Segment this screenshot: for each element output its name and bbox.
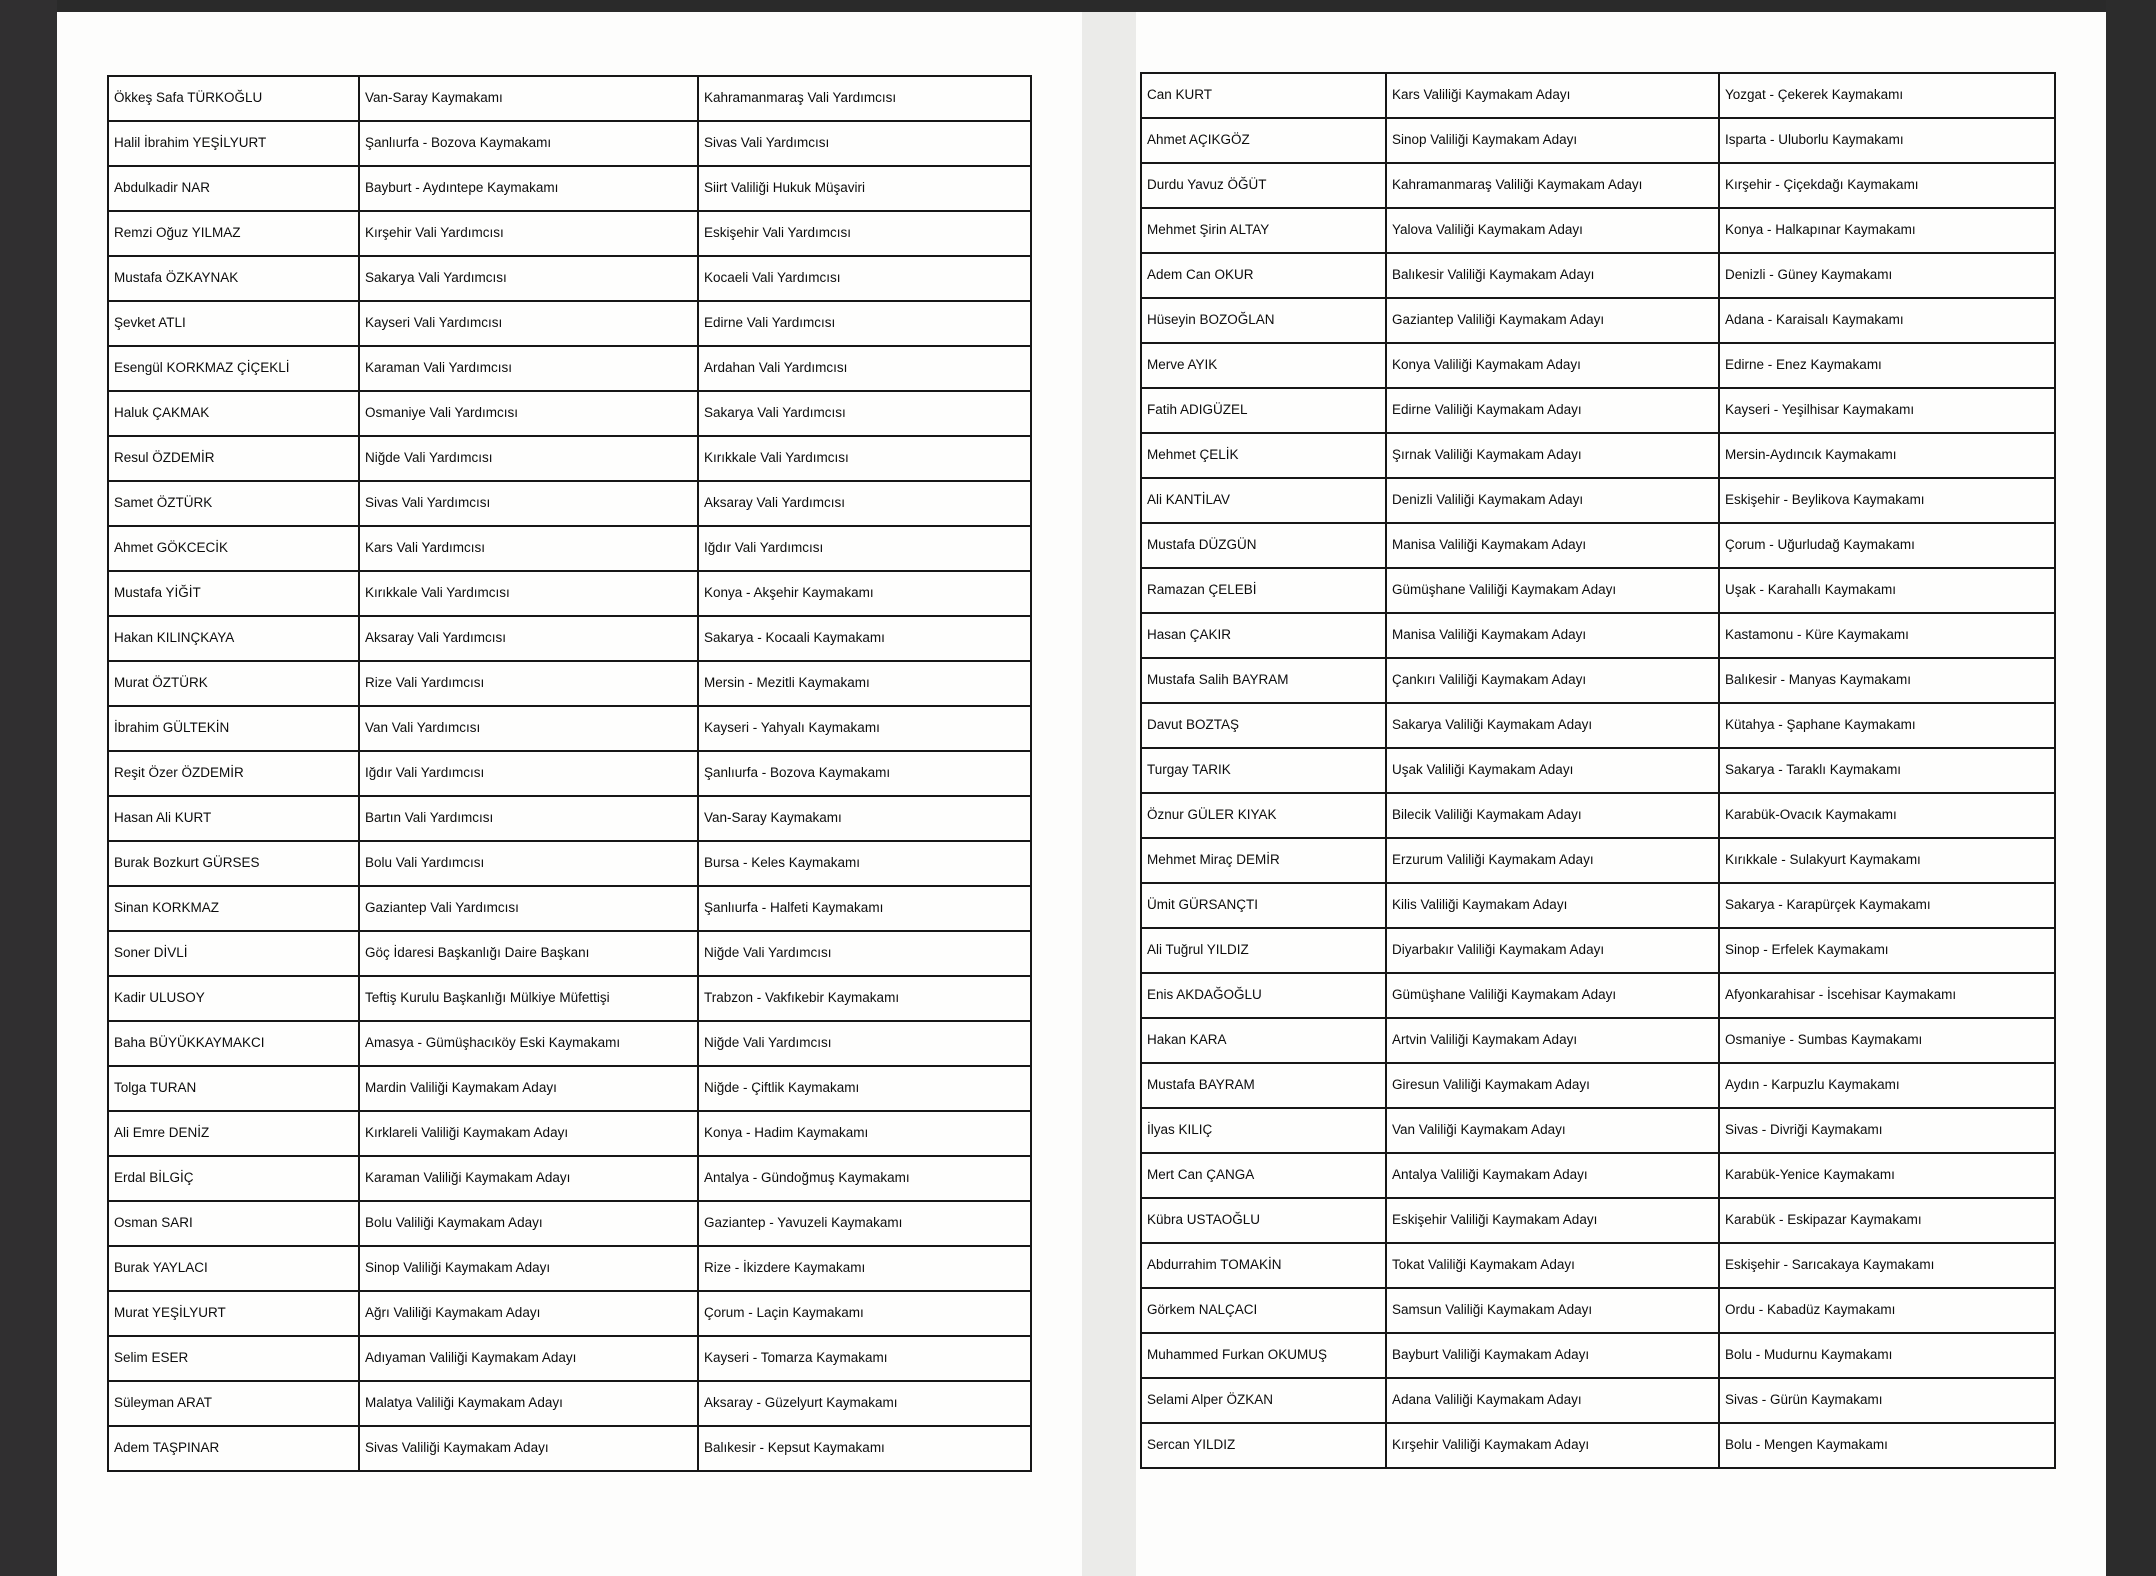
cell-name: Mustafa Salih BAYRAM: [1141, 658, 1386, 703]
cell-from: Adana Valiliği Kaymakam Adayı: [1386, 1378, 1719, 1423]
cell-name: Tolga TURAN: [108, 1066, 359, 1111]
table-row: [1141, 838, 2055, 883]
cell-from: Sinop Valiliği Kaymakam Adayı: [1386, 118, 1719, 163]
cell-to: Kayseri - Yeşilhisar Kaymakamı: [1719, 388, 2055, 433]
table-row: [108, 481, 1031, 526]
cell-from: Niğde Vali Yardımcısı: [359, 436, 698, 481]
scanned-page-right: [1136, 12, 2106, 1576]
cell-from: Gümüşhane Valiliği Kaymakam Adayı: [1386, 568, 1719, 613]
cell-from: Malatya Valiliği Kaymakam Adayı: [359, 1381, 698, 1426]
cell-from: Sakarya Valiliği Kaymakam Adayı: [1386, 703, 1719, 748]
cell-to: Eskişehir Vali Yardımcısı: [698, 211, 1031, 256]
scanned-page-left: [57, 12, 1082, 1576]
cell-name: Öznur GÜLER KIYAK: [1141, 793, 1386, 838]
cell-name: Haluk ÇAKMAK: [108, 391, 359, 436]
cell-to: Niğde - Çiftlik Kaymakamı: [698, 1066, 1031, 1111]
cell-to: Bursa - Keles Kaymakamı: [698, 841, 1031, 886]
cell-from: Bolu Valiliği Kaymakam Adayı: [359, 1201, 698, 1246]
cell-to: Rize - İkizdere Kaymakamı: [698, 1246, 1031, 1291]
cell-to: Yozgat - Çekerek Kaymakamı: [1719, 73, 2055, 118]
table-row: [108, 391, 1031, 436]
cell-to: Konya - Akşehir Kaymakamı: [698, 571, 1031, 616]
cell-to: Gaziantep - Yavuzeli Kaymakamı: [698, 1201, 1031, 1246]
table-row: [1141, 388, 2055, 433]
cell-to: Siirt Valiliği Hukuk Müşaviri: [698, 166, 1031, 211]
cell-to: Kastamonu - Küre Kaymakamı: [1719, 613, 2055, 658]
cell-from: Şanlıurfa - Bozova Kaymakamı: [359, 121, 698, 166]
table-row: [108, 1246, 1031, 1291]
cell-name: Ali Emre DENİZ: [108, 1111, 359, 1156]
table-row: [108, 1156, 1031, 1201]
cell-to: Sivas - Divriği Kaymakamı: [1719, 1108, 2055, 1153]
cell-from: Edirne Valiliği Kaymakam Adayı: [1386, 388, 1719, 433]
cell-from: Tokat Valiliği Kaymakam Adayı: [1386, 1243, 1719, 1288]
cell-from: Teftiş Kurulu Başkanlığı Mülkiye Müfettişi: [359, 976, 698, 1021]
table-row: [108, 1336, 1031, 1381]
cell-to: Karabük - Eskipazar Kaymakamı: [1719, 1198, 2055, 1243]
viewer-right-band: [2106, 0, 2156, 1576]
cell-from: Kars Vali Yardımcısı: [359, 526, 698, 571]
cell-to: Ardahan Vali Yardımcısı: [698, 346, 1031, 391]
table-row: [1141, 658, 2055, 703]
table-row: [108, 526, 1031, 571]
table-row: [1141, 523, 2055, 568]
cell-from: Sivas Vali Yardımcısı: [359, 481, 698, 526]
cell-from: Adıyaman Valiliği Kaymakam Adayı: [359, 1336, 698, 1381]
cell-name: Enis AKDAĞOĞLU: [1141, 973, 1386, 1018]
cell-name: Muhammed Furkan OKUMUŞ: [1141, 1333, 1386, 1378]
table-row: [1141, 433, 2055, 478]
cell-from: Van Valiliği Kaymakam Adayı: [1386, 1108, 1719, 1153]
table-row: [1141, 1063, 2055, 1108]
cell-to: Osmaniye - Sumbas Kaymakamı: [1719, 1018, 2055, 1063]
cell-to: Denizli - Güney Kaymakamı: [1719, 253, 2055, 298]
table-row: [108, 1381, 1031, 1426]
cell-name: Kübra USTAOĞLU: [1141, 1198, 1386, 1243]
table-row: [1141, 1288, 2055, 1333]
cell-name: Reşit Özer ÖZDEMİR: [108, 751, 359, 796]
cell-from: Sivas Valiliği Kaymakam Adayı: [359, 1426, 698, 1471]
cell-to: Ordu - Kabadüz Kaymakamı: [1719, 1288, 2055, 1333]
cell-name: Süleyman ARAT: [108, 1381, 359, 1426]
cell-name: Esengül KORKMAZ ÇİÇEKLİ: [108, 346, 359, 391]
cell-from: Kilis Valiliği Kaymakam Adayı: [1386, 883, 1719, 928]
table-row: [108, 1426, 1031, 1471]
cell-to: Van-Saray Kaymakamı: [698, 796, 1031, 841]
table-row: [1141, 73, 2055, 118]
cell-from: Konya Valiliği Kaymakam Adayı: [1386, 343, 1719, 388]
cell-name: İbrahim GÜLTEKİN: [108, 706, 359, 751]
cell-to: Sakarya - Taraklı Kaymakamı: [1719, 748, 2055, 793]
table-row: [108, 616, 1031, 661]
cell-from: Kırklareli Valiliği Kaymakam Adayı: [359, 1111, 698, 1156]
table-row: [108, 751, 1031, 796]
cell-name: Ali Tuğrul YILDIZ: [1141, 928, 1386, 973]
table-row: [108, 1201, 1031, 1246]
cell-name: Murat ÖZTÜRK: [108, 661, 359, 706]
table-row: [108, 166, 1031, 211]
cell-from: Artvin Valiliği Kaymakam Adayı: [1386, 1018, 1719, 1063]
cell-from: Osmaniye Vali Yardımcısı: [359, 391, 698, 436]
cell-name: Mustafa BAYRAM: [1141, 1063, 1386, 1108]
cell-to: Sakarya - Karapürçek Kaymakamı: [1719, 883, 2055, 928]
cell-to: Mersin-Aydıncık Kaymakamı: [1719, 433, 2055, 478]
cell-to: Edirne - Enez Kaymakamı: [1719, 343, 2055, 388]
cell-from: Iğdır Vali Yardımcısı: [359, 751, 698, 796]
viewer-left-band: [0, 0, 57, 1576]
table-row: [1141, 343, 2055, 388]
cell-from: Samsun Valiliği Kaymakam Adayı: [1386, 1288, 1719, 1333]
cell-to: Uşak - Karahallı Kaymakamı: [1719, 568, 2055, 613]
cell-name: Hasan Ali KURT: [108, 796, 359, 841]
cell-name: Erdal BİLGİÇ: [108, 1156, 359, 1201]
cell-from: Kayseri Vali Yardımcısı: [359, 301, 698, 346]
cell-to: Konya - Halkapınar Kaymakamı: [1719, 208, 2055, 253]
cell-name: Mustafa ÖZKAYNAK: [108, 256, 359, 301]
cell-from: Kırıkkale Vali Yardımcısı: [359, 571, 698, 616]
cell-to: Kırıkkale - Sulakyurt Kaymakamı: [1719, 838, 2055, 883]
cell-to: Karabük-Ovacık Kaymakamı: [1719, 793, 2055, 838]
cell-to: Kütahya - Şaphane Kaymakamı: [1719, 703, 2055, 748]
cell-name: Abdulkadir NAR: [108, 166, 359, 211]
cell-from: Gaziantep Valiliği Kaymakam Adayı: [1386, 298, 1719, 343]
cell-from: Antalya Valiliği Kaymakam Adayı: [1386, 1153, 1719, 1198]
table-row: [1141, 928, 2055, 973]
cell-from: Diyarbakır Valiliği Kaymakam Adayı: [1386, 928, 1719, 973]
table-row: [108, 571, 1031, 616]
table-row: [1141, 793, 2055, 838]
cell-to: Konya - Hadim Kaymakamı: [698, 1111, 1031, 1156]
cell-name: Mustafa YİĞİT: [108, 571, 359, 616]
table-row: [1141, 568, 2055, 613]
cell-name: Şevket ATLI: [108, 301, 359, 346]
table-row: [108, 211, 1031, 256]
table-row: [108, 931, 1031, 976]
cell-from: Sakarya Vali Yardımcısı: [359, 256, 698, 301]
table-row: [108, 661, 1031, 706]
cell-name: Selami Alper ÖZKAN: [1141, 1378, 1386, 1423]
cell-name: Adem TAŞPINAR: [108, 1426, 359, 1471]
cell-name: Davut BOZTAŞ: [1141, 703, 1386, 748]
cell-from: Uşak Valiliği Kaymakam Adayı: [1386, 748, 1719, 793]
cell-name: Kadir ULUSOY: [108, 976, 359, 1021]
cell-name: Remzi Oğuz YILMAZ: [108, 211, 359, 256]
cell-from: Rize Vali Yardımcısı: [359, 661, 698, 706]
cell-name: Soner DİVLİ: [108, 931, 359, 976]
cell-name: Mert Can ÇANGA: [1141, 1153, 1386, 1198]
cell-to: Sivas Vali Yardımcısı: [698, 121, 1031, 166]
cell-to: Karabük-Yenice Kaymakamı: [1719, 1153, 2055, 1198]
cell-name: Ali KANTİLAV: [1141, 478, 1386, 523]
cell-to: Şanlıurfa - Bozova Kaymakamı: [698, 751, 1031, 796]
cell-from: Bolu Vali Yardımcısı: [359, 841, 698, 886]
table-row: [1141, 1423, 2055, 1468]
table-row: [1141, 163, 2055, 208]
cell-name: Adem Can OKUR: [1141, 253, 1386, 298]
cell-from: Mardin Valiliği Kaymakam Adayı: [359, 1066, 698, 1111]
cell-name: Selim ESER: [108, 1336, 359, 1381]
cell-from: Eskişehir Valiliği Kaymakam Adayı: [1386, 1198, 1719, 1243]
cell-to: Kayseri - Tomarza Kaymakamı: [698, 1336, 1031, 1381]
cell-to: Mersin - Mezitli Kaymakamı: [698, 661, 1031, 706]
cell-to: Iğdır Vali Yardımcısı: [698, 526, 1031, 571]
table-row: [108, 841, 1031, 886]
cell-name: Ramazan ÇELEBİ: [1141, 568, 1386, 613]
cell-to: Eskişehir - Beylikova Kaymakamı: [1719, 478, 2055, 523]
cell-from: Manisa Valiliği Kaymakam Adayı: [1386, 613, 1719, 658]
table-row: [1141, 253, 2055, 298]
cell-name: İlyas KILIÇ: [1141, 1108, 1386, 1153]
table-row: [1141, 1198, 2055, 1243]
table-row: [1141, 883, 2055, 928]
cell-to: Afyonkarahisar - İscehisar Kaymakamı: [1719, 973, 2055, 1018]
cell-from: Balıkesir Valiliği Kaymakam Adayı: [1386, 253, 1719, 298]
cell-to: Adana - Karaisalı Kaymakamı: [1719, 298, 2055, 343]
cell-name: Hasan ÇAKIR: [1141, 613, 1386, 658]
cell-to: Kırşehir - Çiçekdağı Kaymakamı: [1719, 163, 2055, 208]
cell-to: Şanlıurfa - Halfeti Kaymakamı: [698, 886, 1031, 931]
cell-from: Bayburt - Aydıntepe Kaymakamı: [359, 166, 698, 211]
table-row: [1141, 613, 2055, 658]
table-row: [1141, 478, 2055, 523]
table-row: [1141, 1243, 2055, 1288]
table-row: [1141, 1333, 2055, 1378]
table-row: [108, 256, 1031, 301]
table-row: [108, 346, 1031, 391]
cell-to: Kırıkkale Vali Yardımcısı: [698, 436, 1031, 481]
cell-from: Şırnak Valiliği Kaymakam Adayı: [1386, 433, 1719, 478]
cell-from: Manisa Valiliği Kaymakam Adayı: [1386, 523, 1719, 568]
cell-to: Sakarya Vali Yardımcısı: [698, 391, 1031, 436]
cell-from: Kırşehir Valiliği Kaymakam Adayı: [1386, 1423, 1719, 1468]
cell-to: Balıkesir - Kepsut Kaymakamı: [698, 1426, 1031, 1471]
table-row: [108, 1021, 1031, 1066]
cell-to: Eskişehir - Sarıcakaya Kaymakamı: [1719, 1243, 2055, 1288]
cell-from: Bilecik Valiliği Kaymakam Adayı: [1386, 793, 1719, 838]
cell-from: Yalova Valiliği Kaymakam Adayı: [1386, 208, 1719, 253]
cell-name: Halil İbrahim YEŞİLYURT: [108, 121, 359, 166]
cell-name: Sinan KORKMAZ: [108, 886, 359, 931]
cell-to: Kayseri - Yahyalı Kaymakamı: [698, 706, 1031, 751]
cell-name: Murat YEŞİLYURT: [108, 1291, 359, 1336]
cell-to: Niğde Vali Yardımcısı: [698, 1021, 1031, 1066]
cell-to: Kahramanmaraş Vali Yardımcısı: [698, 76, 1031, 121]
cell-to: Sinop - Erfelek Kaymakamı: [1719, 928, 2055, 973]
cell-from: Van Vali Yardımcısı: [359, 706, 698, 751]
cell-from: Karaman Valiliği Kaymakam Adayı: [359, 1156, 698, 1201]
assignment-table-right-body: [1141, 73, 2055, 1468]
table-row: [1141, 748, 2055, 793]
page-gutter: [1082, 12, 1136, 1576]
cell-name: Abdurrahim TOMAKİN: [1141, 1243, 1386, 1288]
table-row: [108, 121, 1031, 166]
cell-to: Edirne Vali Yardımcısı: [698, 301, 1031, 346]
table-row: [108, 1111, 1031, 1156]
cell-from: Kars Valiliği Kaymakam Adayı: [1386, 73, 1719, 118]
table-row: [108, 1291, 1031, 1336]
cell-from: Bayburt Valiliği Kaymakam Adayı: [1386, 1333, 1719, 1378]
assignment-table-left: [107, 75, 1032, 1472]
table-row: [1141, 208, 2055, 253]
cell-to: Balıkesir - Manyas Kaymakamı: [1719, 658, 2055, 703]
cell-to: Bolu - Mengen Kaymakamı: [1719, 1423, 2055, 1468]
cell-from: Van-Saray Kaymakamı: [359, 76, 698, 121]
cell-to: Antalya - Gündoğmuş Kaymakamı: [698, 1156, 1031, 1201]
cell-from: Gümüşhane Valiliği Kaymakam Adayı: [1386, 973, 1719, 1018]
cell-to: Niğde Vali Yardımcısı: [698, 931, 1031, 976]
table-row: [1141, 298, 2055, 343]
table-row: [108, 76, 1031, 121]
table-row: [1141, 1153, 2055, 1198]
cell-to: Çorum - Laçin Kaymakamı: [698, 1291, 1031, 1336]
table-row: [108, 886, 1031, 931]
cell-name: Hakan KILINÇKAYA: [108, 616, 359, 661]
table-row: [108, 976, 1031, 1021]
cell-name: Ahmet GÖKCECİK: [108, 526, 359, 571]
cell-from: Karaman Vali Yardımcısı: [359, 346, 698, 391]
cell-from: Gaziantep Vali Yardımcısı: [359, 886, 698, 931]
cell-to: Aydın - Karpuzlu Kaymakamı: [1719, 1063, 2055, 1108]
cell-to: Bolu - Mudurnu Kaymakamı: [1719, 1333, 2055, 1378]
viewer-top-band: [0, 0, 2156, 12]
cell-name: Hakan KARA: [1141, 1018, 1386, 1063]
cell-from: Sinop Valiliği Kaymakam Adayı: [359, 1246, 698, 1291]
cell-from: Denizli Valiliği Kaymakam Adayı: [1386, 478, 1719, 523]
cell-name: Mehmet Miraç DEMİR: [1141, 838, 1386, 883]
table-row: [108, 1066, 1031, 1111]
cell-name: Ümit GÜRSANÇTI: [1141, 883, 1386, 928]
cell-name: Ahmet AÇIKGÖZ: [1141, 118, 1386, 163]
table-row: [108, 436, 1031, 481]
cell-from: Amasya - Gümüşhacıköy Eski Kaymakamı: [359, 1021, 698, 1066]
assignment-table-left-body: [108, 76, 1031, 1471]
table-row: [1141, 1018, 2055, 1063]
table-row: [1141, 1378, 2055, 1423]
cell-to: Trabzon - Vakfıkebir Kaymakamı: [698, 976, 1031, 1021]
cell-to: Aksaray - Güzelyurt Kaymakamı: [698, 1381, 1031, 1426]
table-row: [1141, 703, 2055, 748]
cell-name: Samet ÖZTÜRK: [108, 481, 359, 526]
cell-name: Hüseyin BOZOĞLAN: [1141, 298, 1386, 343]
cell-name: Ökkeş Safa TÜRKOĞLU: [108, 76, 359, 121]
assignment-table-right: [1140, 72, 2056, 1469]
table-row: [108, 796, 1031, 841]
cell-name: Turgay TARIK: [1141, 748, 1386, 793]
cell-from: Ağrı Valiliği Kaymakam Adayı: [359, 1291, 698, 1336]
cell-name: Baha BÜYÜKKAYMAKCI: [108, 1021, 359, 1066]
cell-name: Osman SARI: [108, 1201, 359, 1246]
cell-to: Isparta - Uluborlu Kaymakamı: [1719, 118, 2055, 163]
cell-name: Burak Bozkurt GÜRSES: [108, 841, 359, 886]
table-row: [1141, 118, 2055, 163]
cell-from: Aksaray Vali Yardımcısı: [359, 616, 698, 661]
table-row: [1141, 1108, 2055, 1153]
cell-name: Fatih ADIGÜZEL: [1141, 388, 1386, 433]
cell-from: Giresun Valiliği Kaymakam Adayı: [1386, 1063, 1719, 1108]
cell-to: Kocaeli Vali Yardımcısı: [698, 256, 1031, 301]
cell-to: Sakarya - Kocaali Kaymakamı: [698, 616, 1031, 661]
cell-name: Mehmet ÇELİK: [1141, 433, 1386, 478]
cell-from: Çankırı Valiliği Kaymakam Adayı: [1386, 658, 1719, 703]
cell-name: Merve AYIK: [1141, 343, 1386, 388]
cell-to: Sivas - Gürün Kaymakamı: [1719, 1378, 2055, 1423]
cell-from: Bartın Vali Yardımcısı: [359, 796, 698, 841]
cell-name: Görkem NALÇACI: [1141, 1288, 1386, 1333]
cell-name: Resul ÖZDEMİR: [108, 436, 359, 481]
cell-to: Aksaray Vali Yardımcısı: [698, 481, 1031, 526]
cell-name: Durdu Yavuz ÖĞÜT: [1141, 163, 1386, 208]
cell-from: Kırşehir Vali Yardımcısı: [359, 211, 698, 256]
cell-to: Çorum - Uğurludağ Kaymakamı: [1719, 523, 2055, 568]
cell-name: Mustafa DÜZGÜN: [1141, 523, 1386, 568]
table-row: [1141, 973, 2055, 1018]
cell-name: Can KURT: [1141, 73, 1386, 118]
cell-from: Erzurum Valiliği Kaymakam Adayı: [1386, 838, 1719, 883]
cell-name: Sercan YILDIZ: [1141, 1423, 1386, 1468]
table-row: [108, 706, 1031, 751]
cell-name: Burak YAYLACI: [108, 1246, 359, 1291]
cell-name: Mehmet Şirin ALTAY: [1141, 208, 1386, 253]
cell-from: Kahramanmaraş Valiliği Kaymakam Adayı: [1386, 163, 1719, 208]
cell-from: Göç İdaresi Başkanlığı Daire Başkanı: [359, 931, 698, 976]
table-row: [108, 301, 1031, 346]
